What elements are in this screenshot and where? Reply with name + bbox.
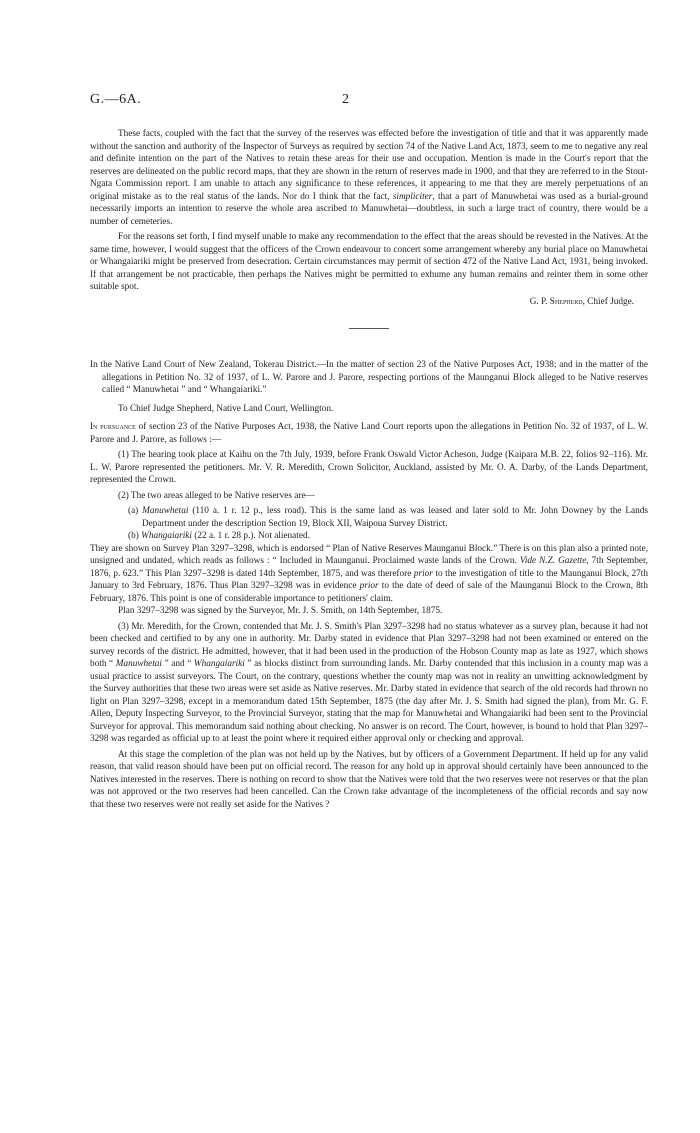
page-number: 2 <box>342 92 349 107</box>
signature: G. P. Shepherd, Chief Judge. <box>529 296 634 307</box>
intro-paragraph: In pursuance of section 23 of the Native Purposes Act, 1938, the Native Land Court reports upon the allegations in Petition No. 32 of 1937, of L. W. Parore and J. Parore, as follows :— <box>90 422 649 445</box>
paragraph-survey-plan: They are shown on Survey Plan 3297–3298, which is endorsed “ Plan of Native Reserves Maunganui Block.” There is on this plan also a printed note, unsigned and undated, which reads as follows : “ Included in Maunganui. Proclaimed waste lands of the Crown. Vide N.Z. Gazette, 7th September, 1876, p. 623.” This Plan 3297–3298 is dated 14th September, 1875, and was therefore prior to the investigation of title to the Maunganui Block, 27th January to 3rd February, 1876. Thus Plan 3297–3298 was in evidence prior to the date of deed of sale of the Maunganui Block to the Crown, 8th February, 1876. This point is one of considerable importance to petitioners' claim. <box>90 543 648 604</box>
item-2-areas: (2) The two areas alleged to be Native reserves are— <box>118 490 315 501</box>
sub-item-b-whangaiariki: (b) Whangaiariki (22 a. 1 r. 28 p.). Not alienated. <box>128 531 310 541</box>
paragraph-conclusion: At this stage the completion of the plan was not held up by the Natives, but by officers of a Government Department. If held up for any valid reason, that valid reason should have been put on official record. The reason for any hold up in approval should certainly have been announced to the Natives interested in the reserves. There is nothing on record to show that the Natives were told that the two reserves were not reserves or that the plan was not approved or the two reserves had been cancelled. Can the Crown take advantage of the incompleteness of the official records and say now that these two reserves were not really set aside for the Natives ? <box>90 749 648 810</box>
paragraph-plan-signed: Plan 3297–3298 was signed by the Surveyor, Mr. J. S. Smith, on 14th September, 1875. <box>118 606 443 616</box>
italic-simpliciter: simpliciter <box>392 191 433 202</box>
addressee-line: To Chief Judge Shepherd, Native Land Court, Wellington. <box>118 403 334 414</box>
page-header <box>90 94 648 128</box>
item-1-hearing: (1) The hearing took place at Kaihu on the 7th July, 1939, before Frank Oswald Victor Acheson, Judge (Kaipara M.B. 22, folios 92–116). Mr. L. W. Parore represented the petitioners. Mr. V. R. Meredith, Crown Solicitor, Auckland, assisted by Mr. O. A. Darby, of the Lands Department, represented the Crown. <box>90 450 648 485</box>
paragraph-recommendation: For the reasons set forth, I find myself unable to make any recommendation to the effect that the areas should be revested in the Natives. At the same time, however, I would suggest that the officers of the Crown endeavour to concert some arrangement whereby any burial place on Manuwhetai or Whangaiariki might be preserved from desecration. Certain circumstances may permit of section 472 of the Native Land Act, 1931, being invoked. If that arrangement be not practicable, then perhaps the Natives might be permitted to exhume any human remains and reinter them in some other suitable spot. <box>90 232 649 292</box>
section-divider <box>349 328 389 329</box>
paragraph-facts: These facts, coupled with the fact that the survey of the reserves was effected before the investigation of title and that it was apparently made without the sanction and authority of the Inspector of Surveys as required by section 74 of the Native Land Act, 1873, seem to me to negative any real and definite intention on the part of the Natives to retain these areas for their use and occupation. Mention is made in the Court's report that the reserves are delineated on the public record maps, that they are shown in the return of reserves made in 1900, and that they are referred to in the Stout-Ngata Commission report. I am unable to attach any significance to these references, it appearing to me that they are merely perpetuations of an original mistake as to the real status of the lands. Nor do I think that the fact, simpliciter, that a part of Manuwhetai was used as a burial-ground necessarily imports an intention to reserve the whole area ascribed to Manuwhetai—doubtless, in such a large tract of country, there would be a number of cemeteries. <box>90 129 649 227</box>
item-3-crown-contention: (3) Mr. Meredith, for the Crown, contended that Mr. J. S. Smith's Plan 3297–3298 had no status whatever as a survey plan, because it had not been checked and certified to by any one in authority. Mr. Darby stated in evidence that Plan 3297–3298 had not been examined or entered on the survey records of the district. He admitted, however, that it had been used in the production of the Hobson County map as late as 1927, which shows both “ Manuwhetai ” and “ Whangaiariki ” as blocks distinct from surrounding lands. Mr. Darby contended that this inclusion in a county map was a usual practice to assist surveyors. The Court, on the contrary, questions whether the county map was not in reality an unwitting acknowledgment by the Survey authorities that these two areas were set aside as Native reserves. Mr. Darby stated in evidence that search of the old records had thrown no light on Plan 3297–3298, except in a memorandum dated 15th September, 1875 (the day after Mr. J. S. Smith had signed the plan), from Mr. G. F. Allen, Deputy Inspecting Surveyor, to the Provincial Surveyor, stating that the map for Manuwhetai and Whangaiariki had been sent to the Provincial Surveyor for approval. This memorandum said nothing about checking. No answer is on record. The Court, however, is bound to hold that Plan 3297–3298 was regarded as official up to at least the point where it required either approval only or checking and approval. <box>90 621 648 744</box>
court-heading: In the Native Land Court of New Zealand, Tokerau District.—In the matter of section 23 of the Native Purposes Act, 1938; and in the matter of the allegations in Petition No. 32 of 1937, of L. W. Parore and J. Parore, respecting portions of the Maunganui Block alleged to be Native reserves called “ Manuwhetai ” and “ Whangaiariki.” <box>90 360 648 395</box>
sub-item-a-manuwhetai: (a) Manuwhetai (110 a. 1 r. 12 p., less road). This is the same land as was leased and later sold to Mr. John Downey by the Lands Department under the description Section 19, Block XII, Waipoua Survey District. <box>128 506 648 529</box>
document-reference: G.—6A. <box>90 92 142 107</box>
